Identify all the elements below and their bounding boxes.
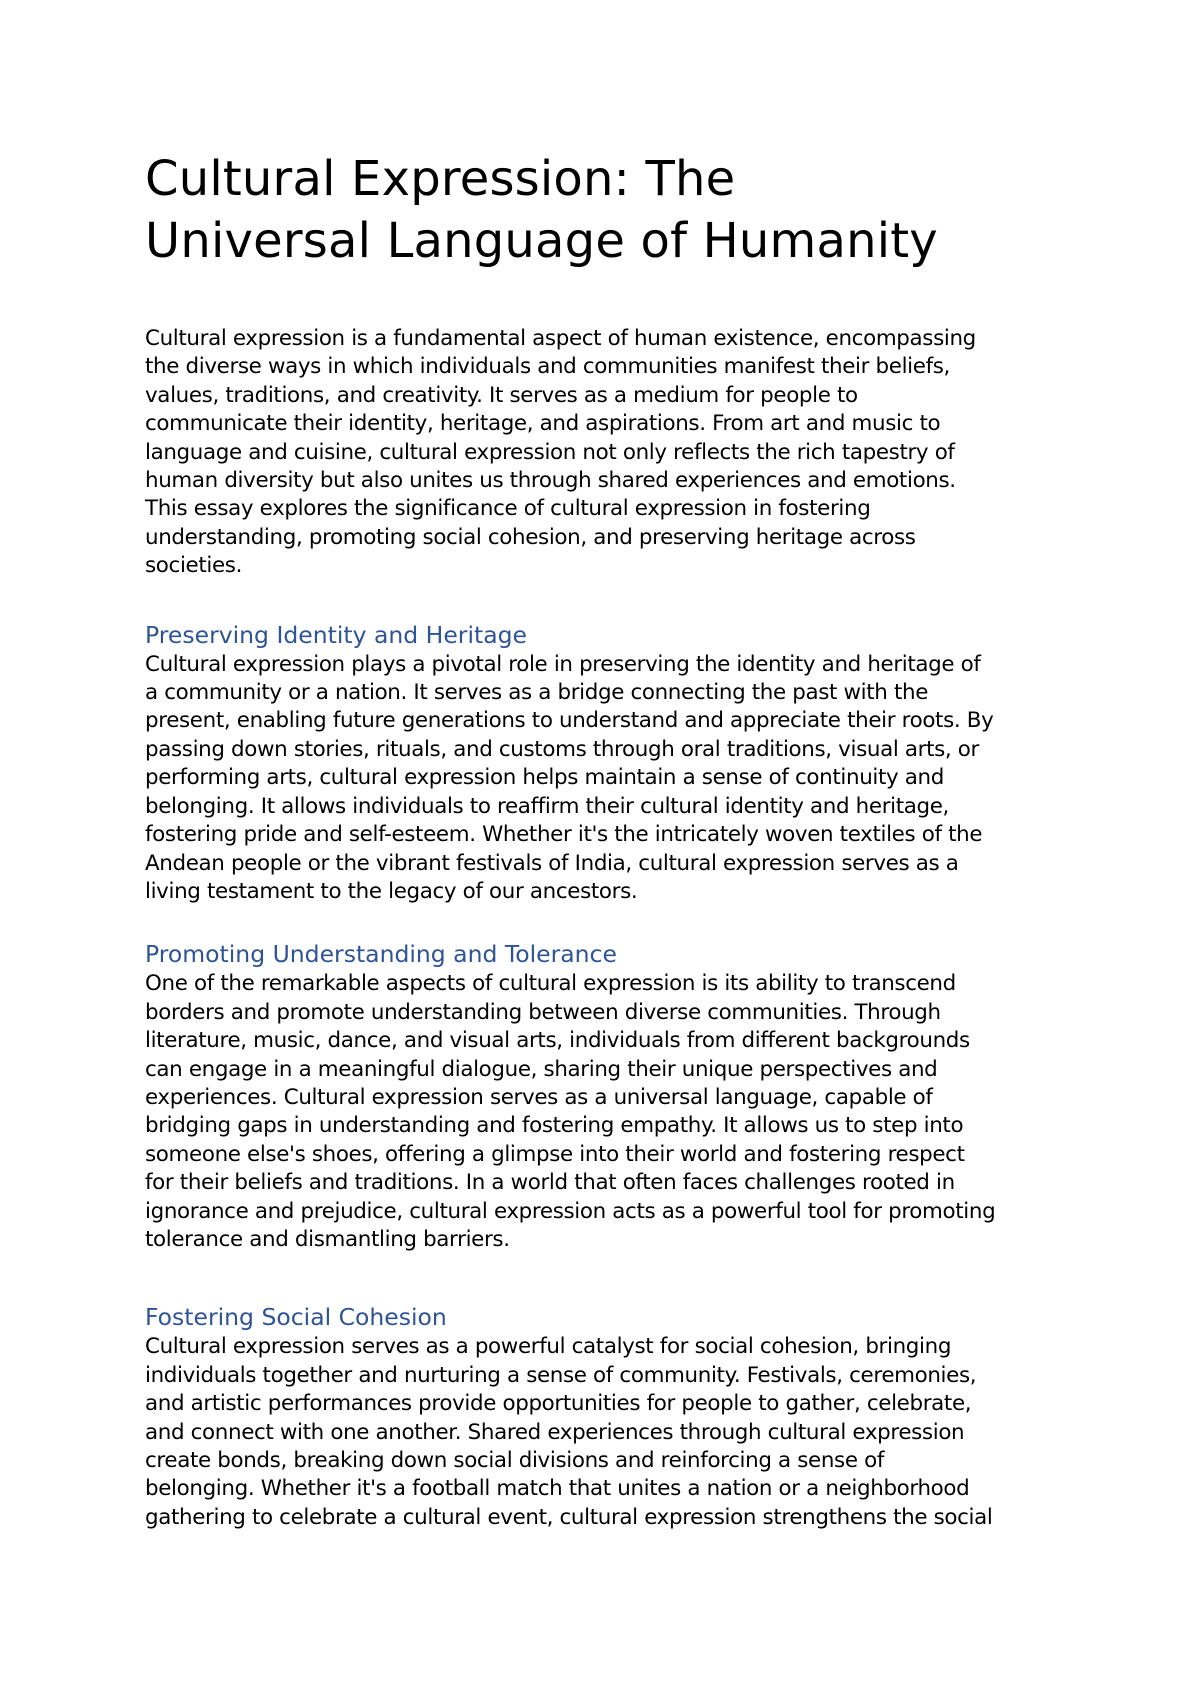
section-paragraph <box>145 651 1065 907</box>
paragraph-line: language and cuisine, cultural expression not only reflects the rich tapestry of <box>145 439 955 465</box>
paragraph-line: This essay explores the significance of cultural expression in fostering <box>145 496 871 522</box>
paragraph-line: a community or a nation. It serves as a bridge connecting the past with the <box>145 680 929 706</box>
paragraph-line: communicate their identity, heritage, and aspirations. From art and music to <box>145 411 941 437</box>
paragraph-line: borders and promote understanding between diverse communities. Through <box>145 999 941 1025</box>
section-heading: Promoting Understanding and Tolerance <box>145 940 617 969</box>
paragraph-line: the diverse ways in which individuals and communities manifest their beliefs, <box>145 354 950 380</box>
page-title <box>145 148 1065 272</box>
paragraph-line: tolerance and dismantling barriers. <box>145 1226 510 1252</box>
paragraph-line: living testament to the legacy of our ancestors. <box>145 878 638 904</box>
paragraph-line: individuals together and nurturing a sense of community. Festivals, ceremonies, <box>145 1362 977 1388</box>
paragraph-line: human diversity but also unites us through shared experiences and emotions. <box>145 468 956 494</box>
paragraph-line: bridging gaps in understanding and fostering empathy. It allows us to step into <box>145 1113 964 1139</box>
paragraph-line: belonging. It allows individuals to reaffirm their cultural identity and heritage, <box>145 793 950 819</box>
section-preserving-identity <box>145 620 1065 907</box>
paragraph-line: Cultural expression plays a pivotal role in preserving the identity and heritage of <box>145 651 981 677</box>
paragraph-line: Cultural expression is a fundamental aspect of human existence, encompassing <box>145 326 976 351</box>
paragraph-line: gathering to celebrate a cultural event, cultural expression strengthens the social <box>145 1504 993 1530</box>
paragraph-line: societies. <box>145 553 243 579</box>
section-heading: Fostering Social Cohesion <box>145 1303 447 1332</box>
paragraph-line: Cultural expression serves as a powerful catalyst for social cohesion, bringing <box>145 1334 952 1360</box>
paragraph-line: One of the remarkable aspects of cultural expression is its ability to transcend <box>145 971 956 997</box>
paragraph-line: ignorance and prejudice, cultural expression acts as a powerful tool for promoting <box>145 1198 996 1224</box>
paragraph-line: someone else's shoes, offering a glimpse into their world and fostering respect <box>145 1141 965 1167</box>
paragraph-line: can engage in a meaningful dialogue, sharing their unique perspectives and <box>145 1056 938 1082</box>
paragraph-line: present, enabling future generations to understand and appreciate their roots. By <box>145 708 994 734</box>
paragraph-line: create bonds, breaking down social divisions and reinforcing a sense of <box>145 1448 885 1473</box>
title-line-2: Universal Language of Humanity <box>145 213 938 269</box>
paragraph-line: passing down stories, rituals, and customs through oral traditions, visual arts, or <box>145 736 979 762</box>
title-line-1: Cultural Expression: The <box>145 151 736 207</box>
intro-paragraph <box>145 325 1065 581</box>
section-fostering-cohesion <box>145 1302 1065 1532</box>
section-paragraph <box>145 1333 1065 1532</box>
paragraph-line: and connect with one another. Shared experiences through cultural expression <box>145 1419 965 1445</box>
paragraph-line: for their beliefs and traditions. In a world that often faces challenges rooted in <box>145 1170 955 1196</box>
section-paragraph <box>145 970 1065 1254</box>
paragraph-line: fostering pride and self-esteem. Whether it's the intricately woven textiles of the <box>145 822 983 848</box>
paragraph-line: experiences. Cultural expression serves as a universal language, capable of <box>145 1084 933 1110</box>
section-promoting-understanding <box>145 939 1065 1254</box>
paragraph-line: and artistic performances provide opportunities for people to gather, celebrate, <box>145 1391 972 1417</box>
paragraph-line: belonging. Whether it's a football match that unites a nation or a neighborhood <box>145 1476 970 1502</box>
paragraph-line: values, traditions, and creativity. It serves as a medium for people to <box>145 382 858 408</box>
document-page <box>145 148 1065 1565</box>
section-heading: Preserving Identity and Heritage <box>145 620 527 649</box>
paragraph-line: performing arts, cultural expression helps maintain a sense of continuity and <box>145 765 944 791</box>
paragraph-line: literature, music, dance, and visual arts, individuals from different backgrounds <box>145 1028 970 1054</box>
paragraph-line: Andean people or the vibrant festivals of India, cultural expression serves as a <box>145 850 959 876</box>
paragraph-line: understanding, promoting social cohesion, and preserving heritage across <box>145 524 916 550</box>
